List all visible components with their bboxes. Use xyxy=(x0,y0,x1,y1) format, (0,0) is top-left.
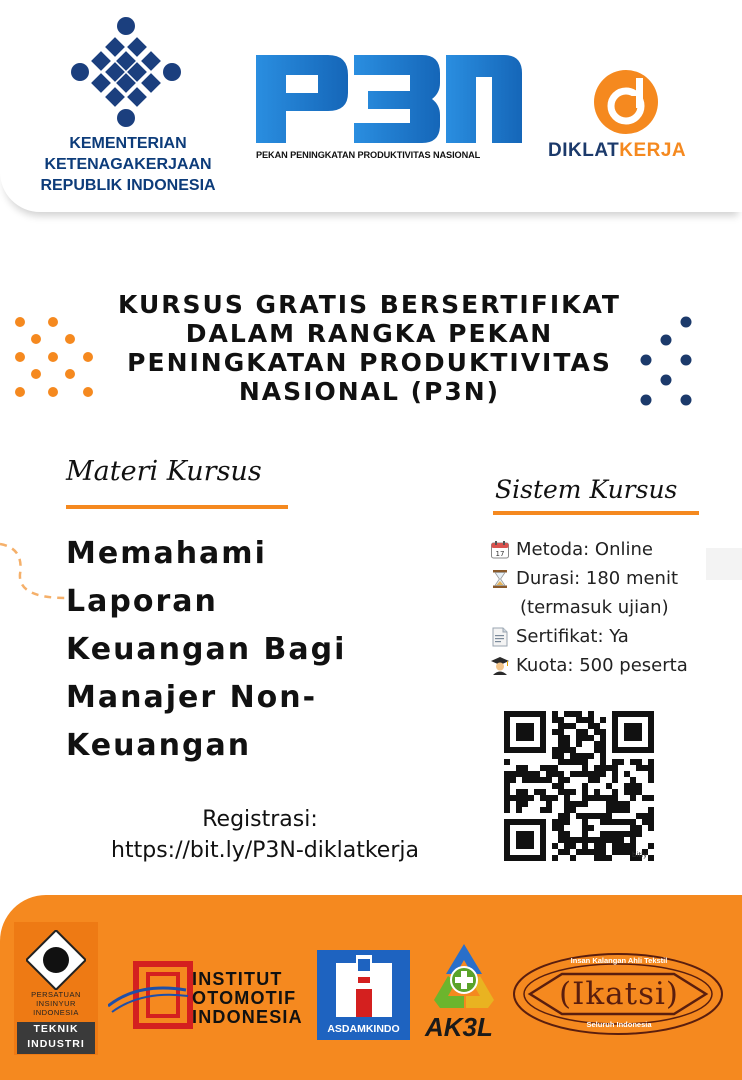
asdamkindo-emblem-icon xyxy=(332,953,396,1019)
pii-division xyxy=(17,1022,95,1054)
ak3l-recycle-icon xyxy=(426,940,502,1012)
ak3l-name: AK3L xyxy=(425,1012,493,1042)
document-icon xyxy=(490,627,510,647)
materi-heading: Materi Kursus xyxy=(66,456,262,487)
registration-label: Registrasi: xyxy=(202,807,318,832)
svg-text:17: 17 xyxy=(495,549,505,558)
title-line: NASIONAL (P3N) xyxy=(238,377,501,406)
kemnaker-emblem-icon xyxy=(68,14,184,130)
ikatsi-wordmark: (Ikatsi) xyxy=(559,976,679,1012)
hourglass-icon xyxy=(490,569,510,589)
list-item xyxy=(490,593,740,622)
graduate-icon xyxy=(490,656,510,676)
detail-method: Metoda: Online xyxy=(516,539,653,560)
list-item xyxy=(490,651,740,680)
pii-name: PERSATUAN INSINYUR INDONESIA xyxy=(31,990,81,1017)
side-tab-decoration xyxy=(706,548,742,580)
course-title-line: Manajer Non- xyxy=(66,680,318,715)
diklatkerja-part2: KERJA xyxy=(619,140,687,161)
p3n-subtitle: PEKAN PENINGKATAN PRODUKTIVITAS NASIONAL xyxy=(256,150,481,160)
course-details-list xyxy=(490,535,740,680)
title-line: KURSUS GRATIS BERSERTIFIKAT xyxy=(118,290,621,319)
ioi-line: INDONESIA xyxy=(192,1007,303,1027)
detail-certificate: Sertifikat: Ya xyxy=(516,626,629,647)
list-item xyxy=(490,535,740,564)
p3n-logo xyxy=(256,55,522,147)
pii-emblem-icon xyxy=(26,930,86,990)
list-item xyxy=(490,564,740,593)
diklatkerja-part1: DIKLAT xyxy=(548,140,620,161)
qr-code-icon[interactable] xyxy=(504,711,654,861)
calendar-icon xyxy=(490,540,510,560)
asdamkindo-name: ASDAMKINDO xyxy=(327,1023,400,1035)
title-line: PENINGKATAN PRODUKTIVITAS xyxy=(127,348,612,377)
ioi-line: INSTITUT xyxy=(192,969,283,989)
detail-duration-note: (termasuk ujian) xyxy=(520,597,669,618)
detail-duration: Durasi: 180 menit xyxy=(516,568,679,589)
course-title-line: Laporan xyxy=(66,584,218,619)
ikatsi-bottom-text: Seluruh Indonesia xyxy=(586,1020,652,1029)
diklatkerja-logo-icon xyxy=(592,68,660,136)
pii-teknik-label: TEKNIK xyxy=(33,1023,79,1035)
kemnaker-name: KEMENTERIAN KETENAGAKERJAAN REPUBLIK INDONESIA xyxy=(40,135,216,194)
ioi-emblem-icon xyxy=(108,960,194,1032)
registration-link[interactable]: https://bit.ly/P3N-diklatkerja xyxy=(111,838,419,863)
bitly-caption: bitly xyxy=(632,851,648,859)
orange-dots-decoration-icon xyxy=(10,312,96,402)
course-title xyxy=(66,530,406,770)
ikatsi-top-text: Insan Kalangan Ahli Tekstil xyxy=(570,956,668,965)
ioi-line: OTOMOTIF xyxy=(192,988,297,1008)
course-title-line: Keuangan Bagi xyxy=(66,632,347,667)
pii-industri-label: INDUSTRI xyxy=(27,1038,85,1050)
sistem-underline xyxy=(493,511,699,515)
course-title-line: Memahami xyxy=(66,536,267,571)
ioi-name xyxy=(192,970,303,1027)
page-title xyxy=(92,290,647,406)
diklatkerja-wordmark xyxy=(548,140,686,162)
materi-underline xyxy=(66,505,288,509)
course-title-line: Keuangan xyxy=(66,728,252,763)
dashed-curve-decoration-icon xyxy=(0,540,70,610)
sistem-heading: Sistem Kursus xyxy=(495,475,678,504)
title-line: DALAM RANGKA PEKAN xyxy=(185,319,554,348)
detail-quota: Kuota: 500 peserta xyxy=(516,655,688,676)
list-item xyxy=(490,622,740,651)
